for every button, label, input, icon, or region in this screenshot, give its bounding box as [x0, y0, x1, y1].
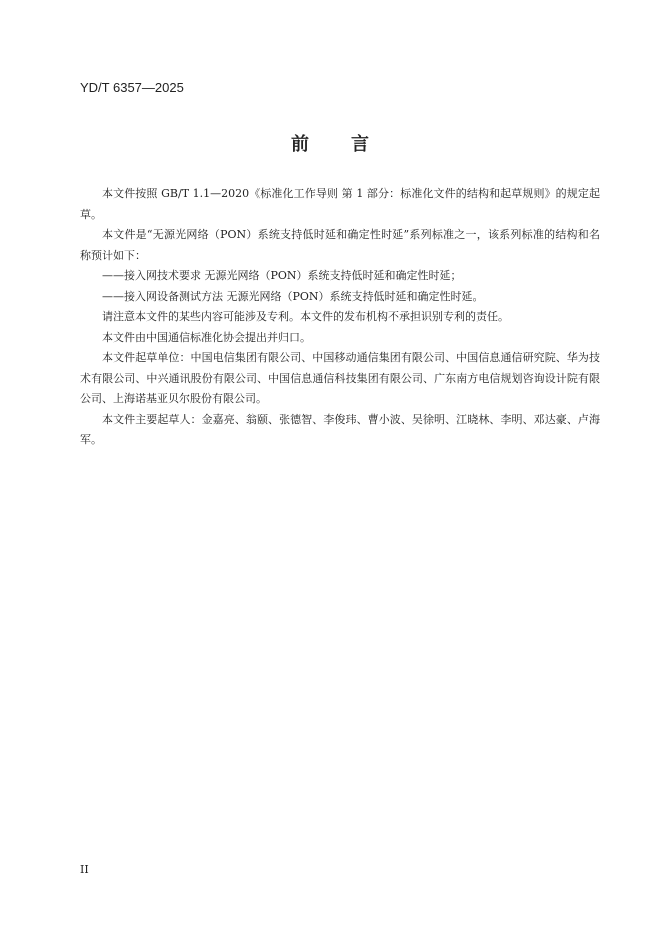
list-item-test-methods: ——接入网设备测试方法 无源光网络（PON）系统支持低时延和确定性时延。 [102, 289, 484, 303]
foreword-body [80, 184, 600, 451]
paragraph-patent-notice: 请注意本文件的某些内容可能涉及专利。本文件的发布机构不承担识别专利的责任。 [102, 310, 509, 323]
title-char-2: 言 [351, 134, 371, 155]
document-code: YD/T 6357—2025 [80, 80, 184, 95]
paragraph-drafting-units: 本文件起草单位：中国电信集团有限公司、中国移动通信集团有限公司、中国信息通信研究院、华为技术有限公司、中兴通讯股份有限公司、中国信息通信科技集团有限公司、广东南方电信规划咨询设计院有限公司、上海诺基亚贝尔股份有限公司。 [80, 351, 600, 405]
paragraph-drafting-rules: 本文件按照 GB/T 1.1—2020《标准化工作导则 第 1 部分：标准化文件的结构和起草规则》的规定起草。 [80, 187, 600, 221]
page-title [0, 130, 662, 156]
title-char-1: 前 [291, 134, 311, 155]
paragraph-series-intro: 本文件是“无源光网络（PON）系统支持低时延和确定性时延”系列标准之一，该系列标准的结构和名称预计如下： [80, 228, 600, 262]
paragraph-drafters: 本文件主要起草人：金嘉亮、翁颐、张德智、李俊玮、曹小波、吴徐明、江晓林、李明、邓达豪、卢海军。 [80, 412, 600, 446]
page-number: II [80, 863, 89, 876]
list-item-technical-requirements: ——接入网技术要求 无源光网络（PON）系统支持低时延和确定性时延； [102, 269, 462, 282]
paragraph-proposer: 本文件由中国通信标准化协会提出并归口。 [102, 330, 311, 344]
